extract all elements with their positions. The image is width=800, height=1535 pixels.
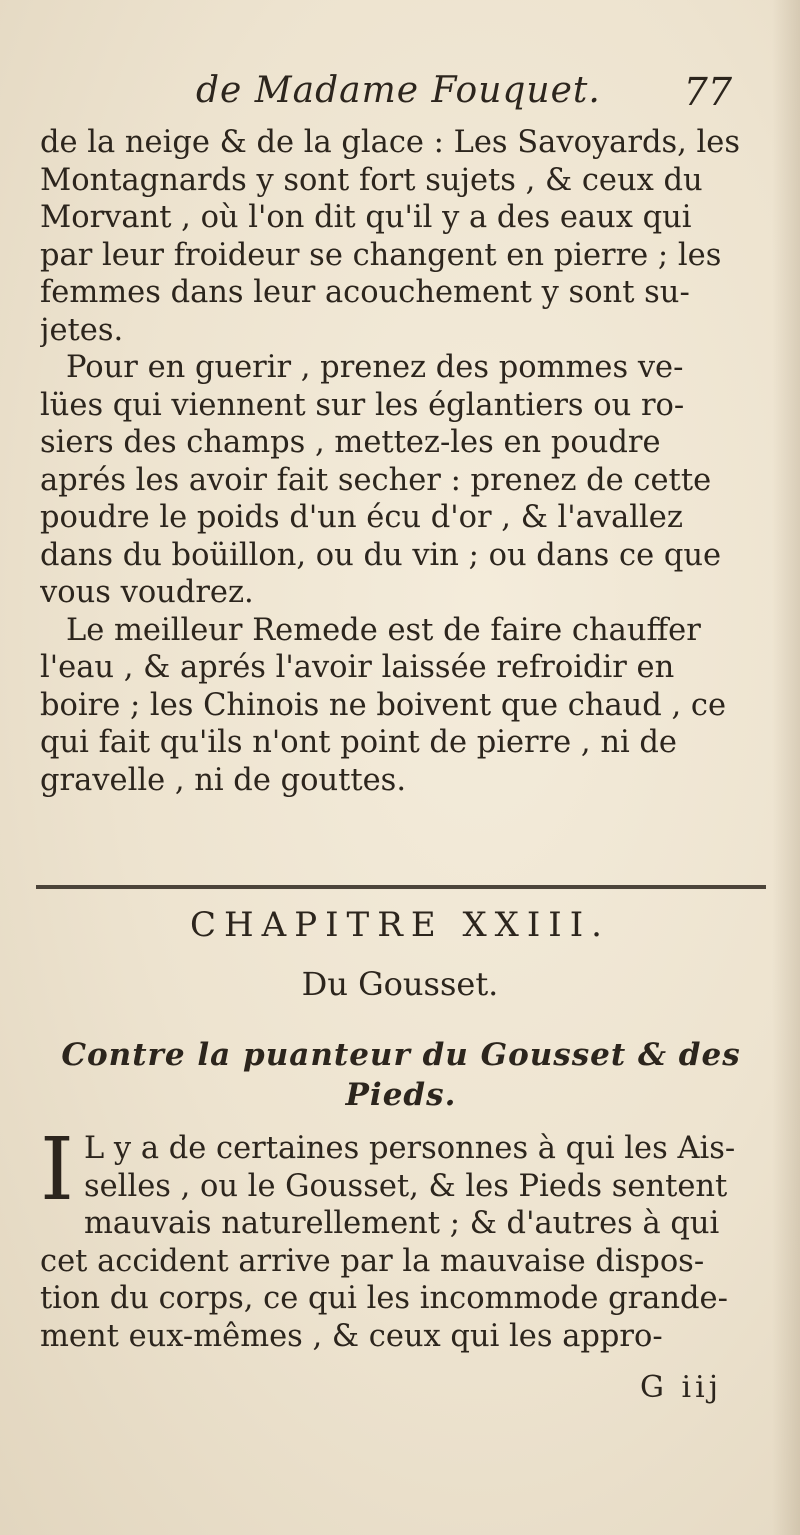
text-line: tion du corps, ce qui les incommode grande-: [40, 1281, 728, 1316]
text-line: Morvant , où l'on dit qu'il y a des eaux qui: [40, 200, 692, 235]
section-title: [36, 1035, 766, 1115]
text-line: femmes dans leur acouchement y sont su-: [40, 275, 690, 310]
text-line: cet accident arrive par la mauvaise dispos-: [40, 1243, 705, 1279]
text-line: de la neige & de la glace : Les Savoyards, les: [40, 125, 740, 160]
text-line: ment eux-mêmes , & ceux qui les appro-: [40, 1318, 663, 1354]
chapter-subtitle: Du Gousset.: [301, 965, 499, 1003]
text-line: vous voudrez.: [40, 575, 254, 610]
drop-cap: I: [40, 1120, 74, 1220]
body-text: [40, 124, 780, 799]
text-line: l'eau , & aprés l'avoir laissée refroidir en: [40, 650, 675, 685]
text-line: par leur froideur se changent en pierre ; les: [40, 237, 722, 273]
text-line: Le meilleur Remede est de faire chauffer: [66, 612, 701, 648]
text-line: siers des champs , mettez-les en poudre: [40, 425, 661, 460]
text-line: selles , ou le Gousset, & les Pieds sentent: [83, 1168, 728, 1204]
section-divider: [36, 885, 766, 889]
section-title-line: Pieds.: [345, 1077, 457, 1113]
text-line: lües qui viennent sur les églantiers ou ro-: [40, 387, 685, 423]
text-line: boire ; les Chinois ne boivent que chaud , ce: [40, 687, 727, 723]
text-line: Montagnards y sont fort sujets , & ceux du: [40, 162, 703, 198]
section-title-line: Contre la puanteur du Gousset & des: [61, 1037, 741, 1073]
page-number: 77: [683, 70, 732, 114]
text-line: aprés les avoir fait secher : prenez de cette: [40, 462, 712, 498]
chapter-paragraph: [40, 1120, 780, 1355]
text-line: mauvais naturellement ; & d'autres à qui: [83, 1206, 720, 1241]
chapter-title: CHAPITRE XXIII.: [190, 905, 610, 945]
text-line: dans du boüillon, ou du vin ; ou dans ce que: [40, 537, 722, 573]
running-title: de Madame Fouquet.: [196, 70, 601, 111]
text-line: gravelle , ni de gouttes.: [40, 762, 407, 798]
text-line: L y a de certaines personnes à qui les Ais-: [83, 1131, 736, 1166]
signature-mark: G iij: [640, 1370, 722, 1405]
page-header: [92, 70, 732, 120]
text-line: poudre le poids d'un écu d'or , & l'avallez: [40, 500, 683, 535]
text-line: qui fait qu'ils n'ont point de pierre , ni de: [40, 725, 677, 760]
text-line: Pour en guerir , prenez des pommes ve-: [66, 350, 684, 385]
text-line: jetes.: [40, 312, 124, 348]
